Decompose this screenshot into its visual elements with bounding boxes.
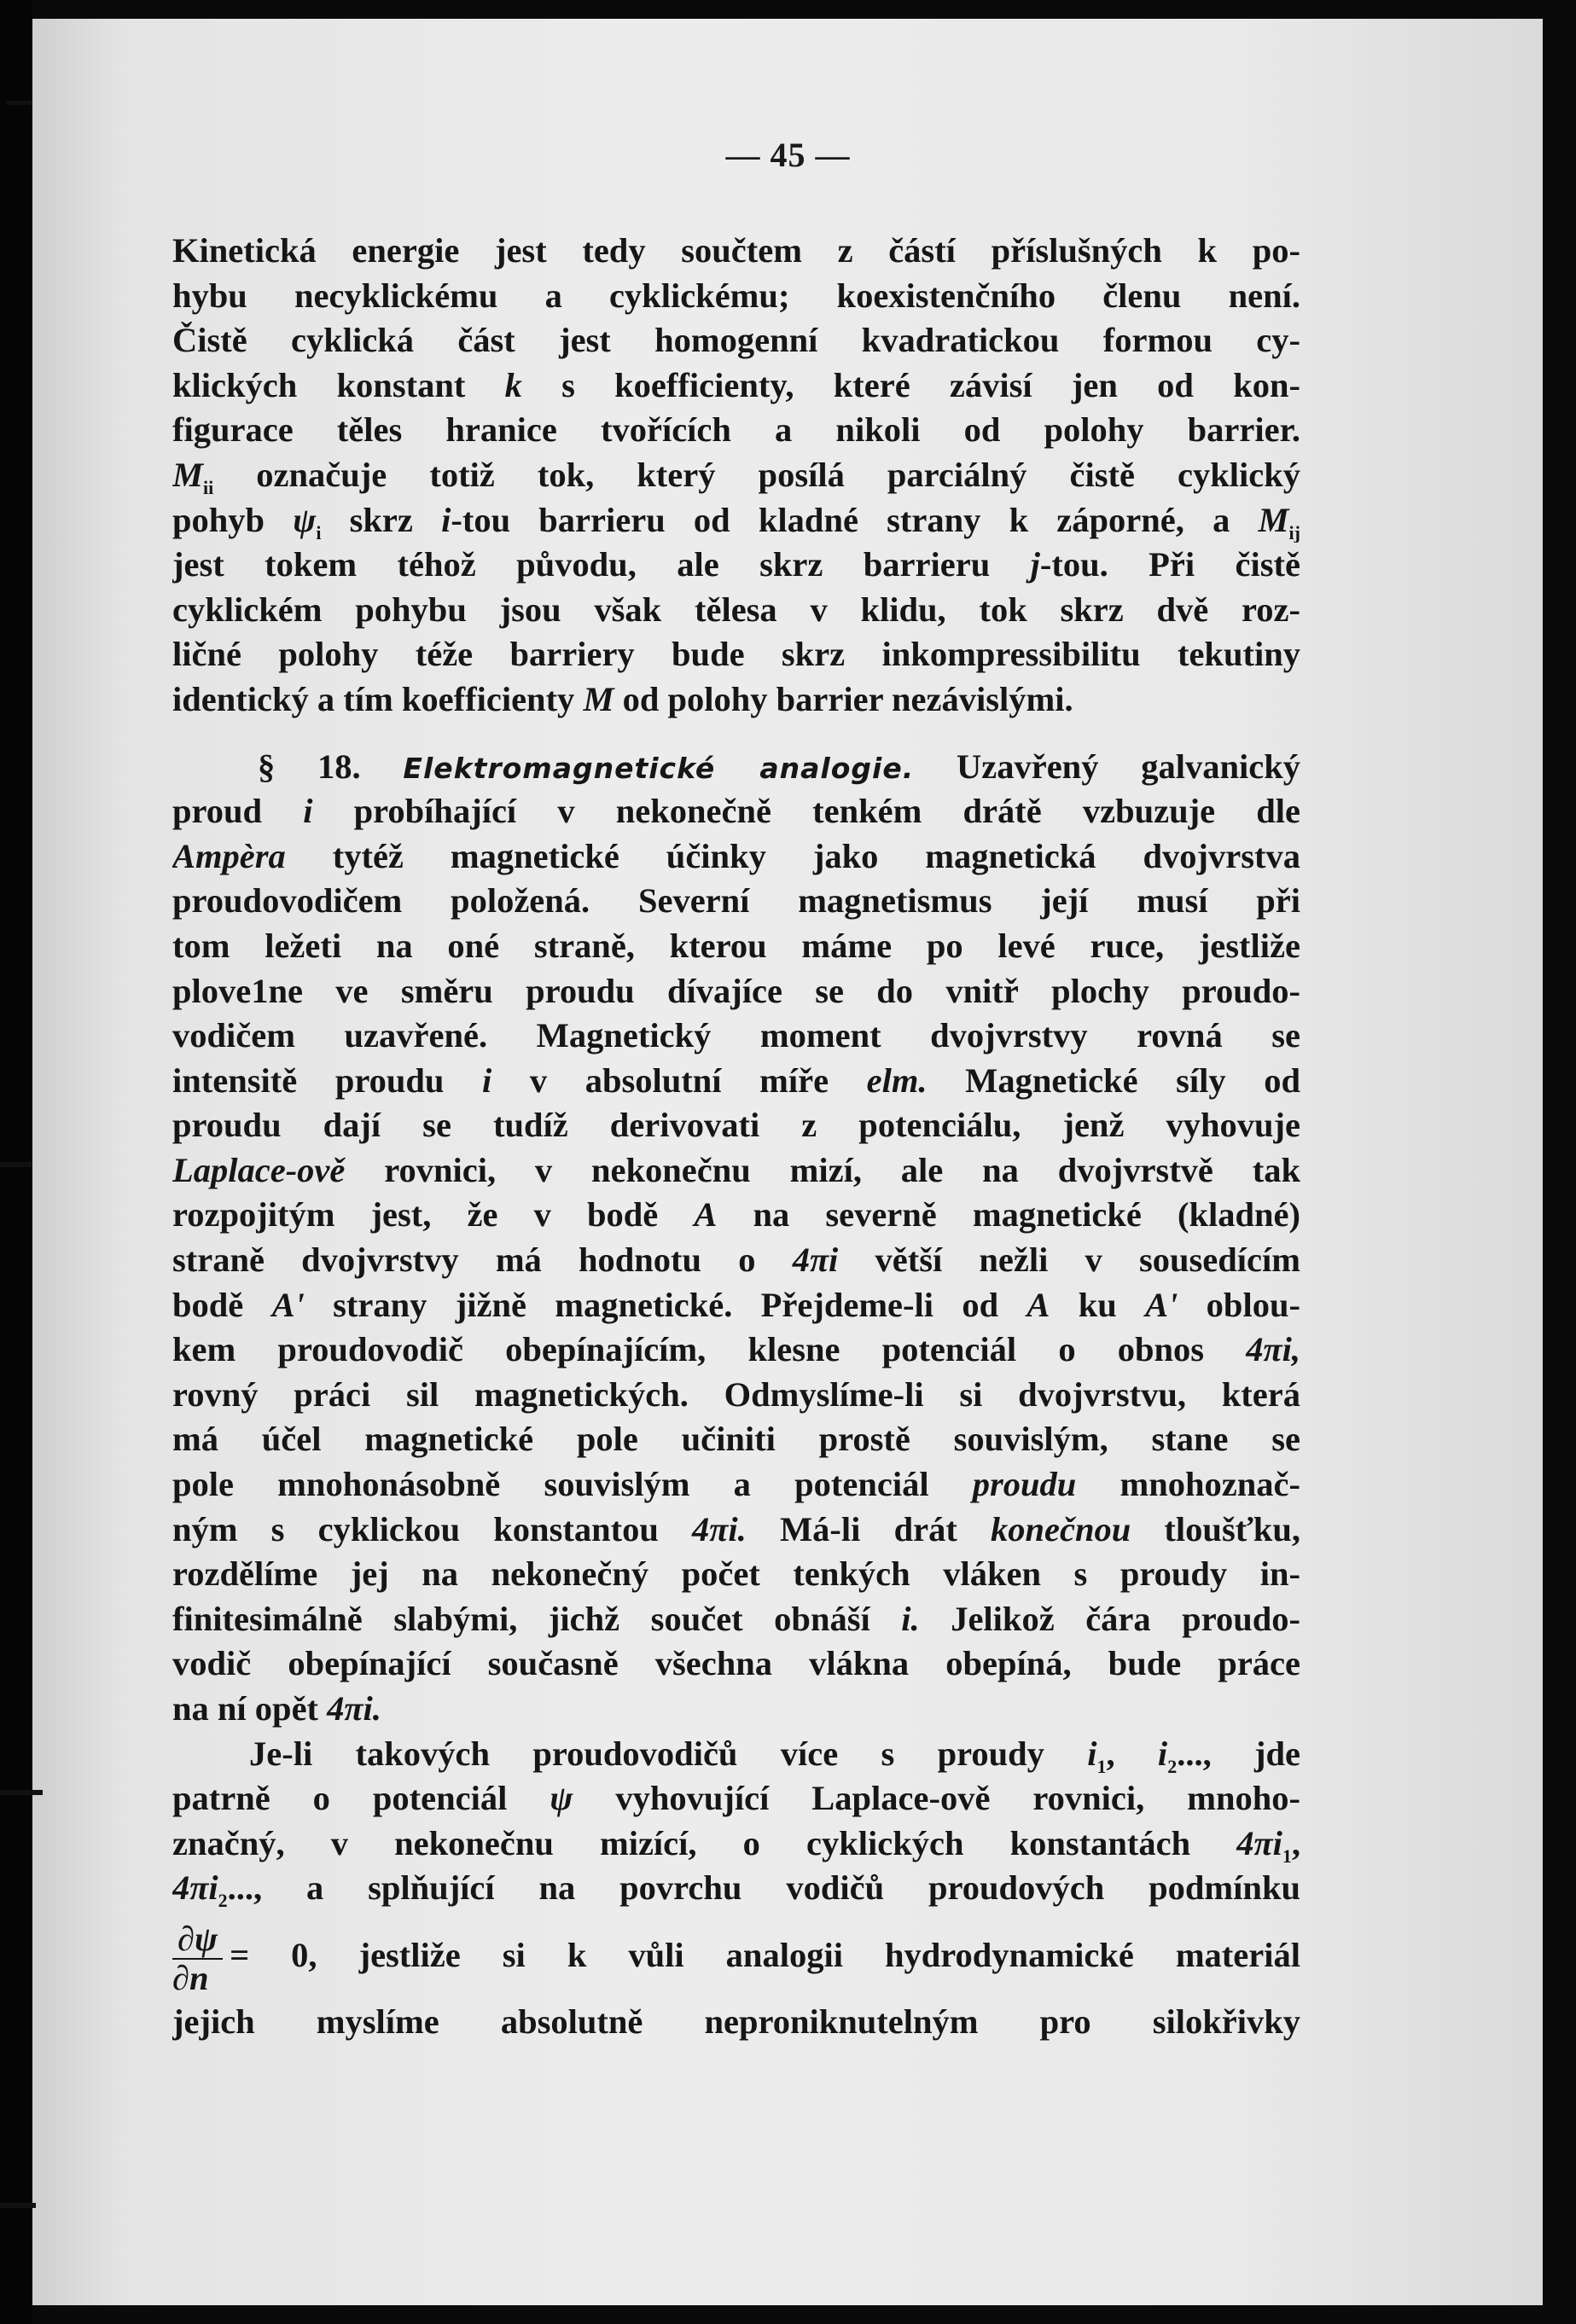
text-line: ným s cyklickou konstantou 4πi. Má-li drát konečnou tloušťku, [172, 1509, 1300, 1548]
text-line: jest tokem téhož původu, ale skrz barrieru j-tou. Při čistě [172, 545, 1300, 584]
text-line: identický a tím koefficienty M od polohy barrier nezávislými. [172, 679, 1073, 718]
fraction-numerator: ∂ψ [172, 1920, 223, 1960]
text-line: klických konstant k s koefficienty, které závisí jen od kon- [172, 365, 1300, 404]
text-line: hybu necyklickému a cyklickému; koexistenčního členu není. [172, 276, 1300, 315]
page-number: — 45 — [725, 136, 851, 174]
body-text [172, 229, 1300, 2045]
text-line: pole mnohonásobně souvislým a potenciál proudu mnohoznač- [172, 1465, 1300, 1504]
partial-derivative-fraction [172, 1920, 223, 1997]
margin-mark [7, 101, 32, 105]
text-line: má účel magnetické pole učiniti prostě souvislým, stane se [172, 1420, 1300, 1459]
text-line: vodič obepínající současně všechna vlákna obepíná, bude práce [172, 1644, 1300, 1683]
text-line: $M_{ii}$ označuje totiž tok, který posílá parciálný čistě cyklický [172, 455, 1300, 498]
text-line: Laplace-ově rovnici, v nekonečnu mizí, ale na dvojvrstvě tak [172, 1150, 1300, 1189]
text-line: Čistě cyklická část jest homogenní kvadratickou formou cy- [172, 321, 1300, 360]
text-line: jejich myslíme absolutně neproniknutelným pro silokřivky [172, 2002, 1300, 2041]
text-line: značný, v nekonečnu mizící, o cyklických konstantách $4\pi i_1$, [172, 1823, 1300, 1867]
text-line: Je-li takových proudovodičů více s proudy $i_1$, $i_2$..., jde [249, 1734, 1300, 1777]
margin-mark [0, 1162, 32, 1167]
text-line: straně dvojvrstvy má hodnotu o 4πi větší nežli v sousedícím [172, 1240, 1300, 1280]
text-line: proud i probíhající v nekonečně tenkém drátě vzbuzuje dle [172, 792, 1300, 831]
section-number: § 18. [258, 747, 361, 786]
section-title: Elektromagnetické analogie. [403, 751, 915, 785]
text-line: tom ležeti na oné straně, kterou máme po levé ruce, jestliže [172, 926, 1300, 965]
text-line: na ní opět 4πi. [172, 1689, 381, 1728]
text-line: patrně o potenciál ψ vyhovující Laplace-ově rovnici, mnoho- [172, 1779, 1300, 1818]
text-line: rozdělíme jej na nekonečný počet tenkých vláken s proudy in- [172, 1554, 1300, 1594]
text-line: finitesimálně slabými, jichž součet obnáší i. Jelikož čára proudo- [172, 1599, 1300, 1638]
text-line: $4\pi i_2$..., a splňující na povrchu vodičů proudových podmínku [172, 1868, 1300, 1911]
text-line: figurace těles hranice tvořících a nikoli od polohy barrier. [172, 410, 1300, 450]
margin-mark [0, 1790, 43, 1795]
text-line: vodičem uzavřené. Magnetický moment dvojvrstvy rovná se [172, 1016, 1300, 1055]
fraction-denominator: ∂n [172, 1958, 209, 1997]
text-line: plove1ne ve směru proudu dívajíce se do vnitř plochy proudo- [172, 971, 1300, 1010]
text-line: rovný práci sil magnetických. Odmyslíme-li si dvojvrstvu, která [172, 1374, 1300, 1414]
text-line: ličné polohy téže barriery bude skrz inkompressibilitu tekutiny [172, 635, 1300, 674]
text-line: kem proudovodič obepínajícím, klesne potenciál o obnos 4πi, [172, 1330, 1300, 1369]
text-line: intensitě proudu i v absolutní míře elm. Magnetické síly od [172, 1060, 1300, 1100]
text-line: Kinetická energie jest tedy součtem z částí příslušných k po- [172, 231, 1300, 270]
paragraph-gap [172, 723, 1300, 745]
text-line: pohyb $\psi_i$ skrz i-tou barrieru od kladné strany k záporné, a $M_{ij}$ [172, 500, 1300, 543]
text-line: proudovodičem položená. Severní magnetismus její musí při [172, 881, 1300, 921]
text-line: bodě A' strany jižně magnetické. Přejdeme-li od A ku A' oblou- [172, 1285, 1300, 1324]
text-line: rozpojitým jest, že v bodě A na severně magnetické (kladné) [172, 1195, 1300, 1235]
text-line: proudu dají se tudíž derivovati z potenciálu, jenž vyhovuje [172, 1106, 1300, 1145]
text-line: Ampèra tytéž magnetické účinky jako magnetická dvojvrstva [172, 836, 1300, 875]
margin-mark [0, 2203, 36, 2208]
text-line: cyklickém pohybu jsou však tělesa v klidu, tok skrz dvě roz- [172, 590, 1300, 629]
section-heading-line: § 18. Elektromagnetické analogie. Uzavřený galvanický [172, 745, 1300, 790]
equation-line: $\frac{\partial\psi}{\partial n}$ = 0, jestliže si k vůli analogii hydrodynamické materiál [172, 1919, 1300, 1997]
